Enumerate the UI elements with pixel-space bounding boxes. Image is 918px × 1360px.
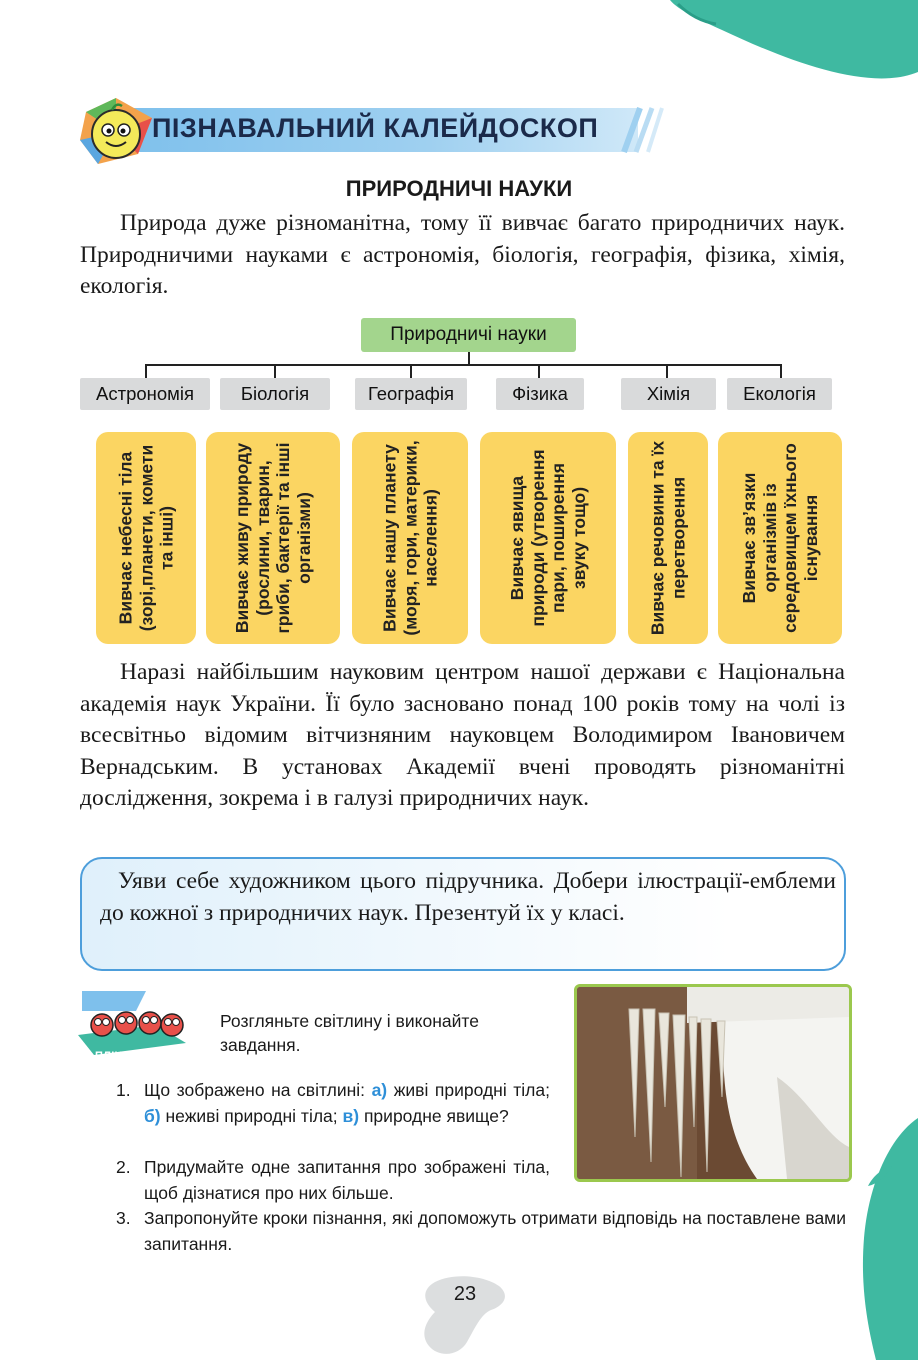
science-card-geography <box>352 432 468 644</box>
science-card-chemistry <box>628 432 708 644</box>
science-label-chemistry: Хімія <box>621 378 716 410</box>
task-number: 1. <box>116 1080 131 1100</box>
page-number: 23 <box>453 1283 477 1305</box>
connector-line <box>410 364 412 378</box>
academy-paragraph: Наразі найбільшим науковим центром нашої держави є Національна академія наук України. Її було засновано понад 100 років тому на чолі із всесвітньо відомим вітчизняним науковцем Володимиром Івановичем Вернадським. В установах Академії вчені проводять різноманітні дослідження, зокрема і в галузі природничих наук. <box>80 659 845 811</box>
science-card-biology <box>206 432 340 644</box>
task-item-3 <box>116 1206 846 1257</box>
task-text: живі природні тіла; <box>387 1080 550 1100</box>
science-card-ecology <box>718 432 842 644</box>
science-card-text: Вивчає речовини та їх перетворення <box>647 440 688 636</box>
connector-line <box>145 364 147 378</box>
pair-work-label: ПЛІЧ-О-ПЛІЧ <box>94 1050 167 1062</box>
kaleidoscope-icon <box>76 94 156 170</box>
task-text: Що зображено на світлині: <box>144 1080 372 1100</box>
task-number: 2. <box>116 1157 131 1177</box>
task-item-1 <box>116 1078 550 1129</box>
section-banner-title: ПІЗНАВАЛЬНИЙ КАЛЕЙДОСКОП <box>152 113 599 143</box>
task-item-2 <box>116 1155 596 1206</box>
science-label-biology: Біологія <box>220 378 330 410</box>
task-text: неживі природні тіла; <box>160 1105 343 1126</box>
science-card-physics <box>480 432 616 644</box>
option-marker-c: в) <box>342 1105 360 1126</box>
science-card-text: Вивчає зв’язки організмів із середовищем їхнього існування <box>739 443 821 633</box>
connector-line <box>145 364 782 366</box>
intro-paragraph: Природа дуже різноманітна, тому її вивчає багато природничих наук. Природничими науками є астрономія, біологія, географія, фізика, хімія, екологія. <box>80 210 845 299</box>
icicles-photo <box>574 984 852 1182</box>
connector-line <box>538 364 540 378</box>
page-heading: ПРИРОДНИЧІ НАУКИ <box>345 176 573 201</box>
banner-stripes <box>618 104 668 156</box>
corner-decoration-top <box>660 0 918 95</box>
option-marker-b: б) <box>144 1105 161 1126</box>
icicles-image <box>577 987 849 1179</box>
task-text: Запропонуйте кроки пізнання, які допоможуть отримати відповідь на поставлене вами запитання. <box>144 1208 846 1254</box>
task-text: Придумайте одне запитання про зображені тіла, щоб дізнатися про них більше. <box>144 1157 550 1203</box>
connector-line <box>780 364 782 378</box>
diagram-root-node: Природничі науки <box>361 318 576 352</box>
science-label-ecology: Екологія <box>727 378 832 410</box>
task-box-text: Уяви себе художником цього підручника. Добери ілюстрації-емблеми до кожної з природничих наук. Презентуй їх у класі. <box>100 868 836 926</box>
science-label-geography: Географія <box>355 378 467 410</box>
connector-line <box>274 364 276 378</box>
science-card-text: Вивчає небесні тіла (зорі,планети, комети та інші) <box>115 444 177 632</box>
science-label-astronomy: Астрономія <box>80 378 210 410</box>
pair-work-intro: Розгляньте світлину і виконайте завдання. <box>220 1011 479 1055</box>
science-label-physics: Фізика <box>496 378 584 410</box>
option-marker-a: а) <box>371 1080 388 1100</box>
science-card-text: Вивчає нашу планету (моря, гори, материки, населення) <box>379 440 441 636</box>
science-card-text: Вивчає явища природи (утворення пари, поширення звуку тощо) <box>507 449 589 627</box>
science-card-text: Вивчає живу природу (рослини, тварин, гриби, бактерії та інші організми) <box>232 442 314 634</box>
task-text: природне явище? <box>359 1105 509 1126</box>
connector-line <box>666 364 668 378</box>
science-card-astronomy <box>96 432 196 644</box>
task-number: 3. <box>116 1208 131 1228</box>
